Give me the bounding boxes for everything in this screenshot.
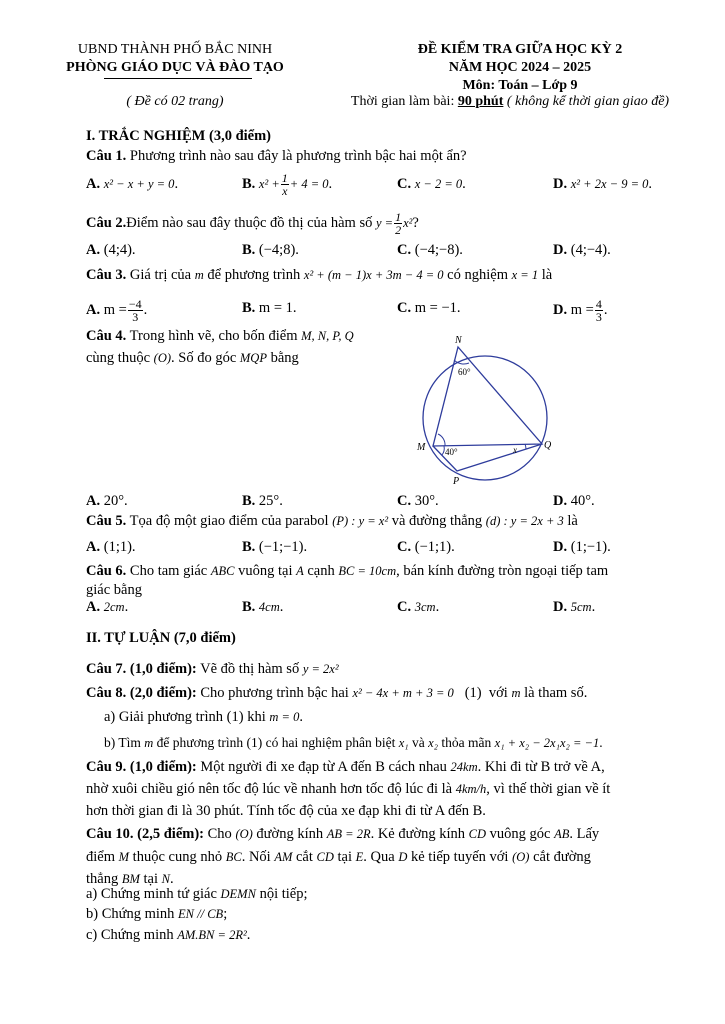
q2-option-a: A. (4;4). [86,242,136,258]
q5-line: (d) : y = 2x + 3 [485,514,564,528]
q1-b-den: x [282,183,288,198]
q2-option-c: C. (−4;−8). [397,242,463,258]
q2-f-post: x² [403,215,413,230]
header-right-time [310,94,710,110]
q10-b-text1: b) Chứng minh [86,906,179,922]
q10-l3c: . [170,871,174,887]
q5-option-d: D. (1;−1). [553,539,611,555]
q3-option-b: B. m = 1. [242,300,297,316]
q4-option-b: B. 25°. [242,493,283,509]
q10-label: Câu 10. (2,5 điểm): [86,826,205,842]
q3-b-letter: B. [242,300,256,316]
q10-am: AM [274,850,293,864]
q1-option-d: D. x² + 2x − 9 = 0. [553,176,653,192]
q2-c-letter: C. [397,242,412,258]
q8-a-ref: (1) [226,709,244,725]
q10-l1a: Cho [204,826,236,842]
q8-b-text2: để phương trình [153,735,247,750]
q5-a-letter: A. [86,539,101,555]
q2-f-pre: y = [375,215,394,230]
q2-option-d: D. (4;−4). [553,242,611,258]
q10-part-c [86,927,250,944]
q8-a-text2: khi [243,709,270,725]
q2-b-value: (−4;8) [258,242,296,258]
q4-arc-m2 [442,446,444,455]
q4-line1: Trong hình vẽ, cho bốn điểm [126,328,302,344]
q6-b-value: 4cm [258,600,280,614]
q1-label: Câu 1. [86,148,127,164]
q3-text1: Giá trị của [126,267,195,283]
q6-a-value: 2cm [103,600,125,614]
q4-a-value: 20° [103,493,125,509]
q10-d: D [398,850,408,864]
part1-title: I. TRẮC NGHIỆM (3,0 điểm) [86,128,272,144]
q1-text: Phương trình nào sau đây là phương trình bậc hai một ẩn? [126,148,467,164]
q6-label: Câu 6. [86,563,127,579]
q4-points: M, N, P, Q [301,329,354,343]
q2-stem [86,204,419,242]
q1-a-expr: x² − x + y = 0 [103,177,175,191]
q4-angle-60: 60° [458,367,471,377]
q3-option-c: C. m = −1. [397,300,461,316]
q4-option-a: A. 20°. [86,493,128,509]
q3-text4: là [538,267,553,283]
q10-l2b: thuộc cung nhỏ [129,849,226,865]
q10-n: N [161,872,170,886]
q3-c-value: m = −1 [414,300,457,316]
q4-label-n: N [455,335,462,346]
q8-text1: Cho phương trình bậc hai [196,685,353,701]
q2-c-value: (−4;−8) [414,242,460,258]
q4-triangle-mnq [433,347,542,446]
q6-option-b: B. 4cm. [242,599,284,615]
q9-line2 [86,781,610,798]
q6-c-value: 3cm [414,600,436,614]
q4-d-value: 40° [570,493,592,509]
q10-m: M [118,850,130,864]
header-left-divider [104,78,252,79]
q4-option-c: C. 30°. [397,493,439,509]
q5-option-b: B. (−1;−1). [242,539,308,555]
q10-line2 [86,849,591,866]
q6-abc: ABC [210,564,235,578]
q10-l1e: . Lấy [569,826,600,842]
q5-text1: Tọa độ một giao điểm của parabol [126,513,333,529]
q3-d-letter: D. [553,301,568,318]
q10-demn: DEMN [220,887,256,901]
q6-stem-line1 [86,563,608,580]
q4-label-q: Q [544,440,552,451]
q8-equation: x² − 4x + m + 3 = 0 [352,686,454,700]
q2-qmark: ? [412,214,419,231]
q10-l3a: thẳng [86,871,122,887]
q1-option-b: B. x² + $\frac{1}{x}$ + 4 = 0 . [242,170,333,198]
q3-d-pre: m = [570,301,594,318]
q3-d-den: 3 [595,309,602,324]
q9-l2a: nhờ xuôi chiều gió nên tốc độ lúc về nhanh hơn tốc độ lúc đi là [86,781,456,797]
q4-a-letter: A. [86,493,101,509]
q8-eq-number: (1) [464,685,482,701]
q4-line2a: cùng thuộc [86,350,154,366]
q10-l1c: . Kẻ đường kính [370,826,469,842]
q5-text2: và đường thẳng [388,513,486,529]
q6-d-letter: D. [553,599,568,615]
header-left-page-count: ( Đề có 02 trang) [126,94,224,109]
q3-eq: x² + (m − 1)x + 3m − 4 = 0 [303,268,444,282]
q10-l1b: đường kính [252,826,327,842]
header-left-line2: PHÒNG GIÁO DỤC VÀ ĐÀO TẠO [66,60,284,75]
q4-stem-line2 [86,350,299,367]
q6-a-letter: A. [86,599,101,615]
q9-distance: 24km [450,760,478,774]
q4-circle-figure [405,330,575,490]
q1-stem [86,148,467,165]
q10-l1d: vuông góc [486,826,555,842]
q8-x2: x₂ [428,736,439,750]
q10-l2e: tại [333,849,356,865]
q2-d-value: (4;−4) [570,242,608,258]
q1-b-post: + 4 = 0 [289,176,329,191]
q10-line1 [86,826,599,843]
q8-m: m [511,686,521,700]
time-note: ( không kể thời gian giao đề) [503,94,670,109]
q1-option-a: A. x² − x + y = 0. [86,176,179,192]
q3-text2: để phương trình [203,267,304,283]
q10-b-text2: ; [223,906,228,922]
q9-line3: hơn thời gian đi là 30 phút. Tính tốc độ của xe đạp khi đi từ A đến B. [86,803,486,819]
q1-c-expr: x − 2 = 0 [414,177,463,191]
q3-m: m [194,268,204,282]
q8-part-b [104,735,603,751]
q1-b-frac [281,172,289,197]
q10-o: (O) [235,827,253,841]
q10-ab2: AB [554,827,570,841]
q5-text3: là [563,513,578,529]
q6-text2: vuông tại [234,563,297,579]
q1-option-c: C. x − 2 = 0. [397,176,466,192]
q3-option-a: A. m = $\frac{-4}{3}$ . [86,296,148,324]
q4-circle: (O) [153,351,172,365]
q3-a-pre: m = [103,301,127,318]
q4-angle: MQP [239,351,267,365]
q5-c-letter: C. [397,539,412,555]
q8-text2: với [485,685,512,701]
q10-cd: CD [468,827,487,841]
q3-stem [86,267,552,284]
q5-b-letter: B. [242,539,256,555]
q10-l3b: tại [139,871,162,887]
q3-option-d: D. m = $\frac{4}{3}$ . [553,296,608,324]
q10-part-a [86,886,308,903]
q1-d-letter: D. [553,176,568,192]
q10-bm: BM [121,872,140,886]
q1-a-letter: A. [86,176,101,192]
q4-c-letter: C. [397,493,412,509]
q10-a-text1: a) Chứng minh tứ giác [86,886,221,902]
q3-a-den: 3 [132,309,139,324]
q2-text: Điểm nào sau đây thuộc đồ thị của hàm số [126,214,373,231]
q6-stem-line2: giác bằng [86,582,142,598]
header-right-exam-title: ĐỀ KIỂM TRA GIỮA HỌC KỲ 2 [417,42,623,57]
q1-c-letter: C. [397,176,412,192]
q6-text1: Cho tam giác [126,563,211,579]
q2-frac [394,211,402,236]
q6-c-letter: C. [397,599,412,615]
q4-label-m: M [417,442,426,453]
q2-option-b: B. (−4;8). [242,242,299,258]
q5-label: Câu 5. [86,513,127,529]
q6-d-value: 5cm [570,600,592,614]
q7-label: Câu 7. (1,0 điểm): [86,661,197,677]
q5-option-a: A. (1;1). [86,539,136,555]
q4-line2b: . Số đo góc [171,350,240,366]
q5-d-letter: D. [553,539,568,555]
q4-d-letter: D. [553,493,568,509]
q5-c-value: (−1;1) [414,539,452,555]
q8-b-m: m [144,736,154,750]
q4-stem-line1 [86,328,354,345]
q2-b-letter: B. [242,242,256,258]
q10-l2g: kẻ tiếp tuyến với [407,849,513,865]
q6-option-c: C. 3cm. [397,599,440,615]
q8-x1: x₁ [398,736,409,750]
q8-a-text3: . [299,709,303,725]
q10-part-b [86,906,227,923]
q10-cd2: CD [316,850,334,864]
q10-ab: AB = 2R [326,827,371,841]
q4-line2c: bằng [266,350,299,366]
q9-line1 [86,759,605,776]
time-prefix: Thời gian làm bài: [350,94,458,109]
q9-l1b: . Khi đi từ B trở về A, [477,759,605,775]
q3-root: x = 1 [511,268,539,282]
q7-stem [86,661,339,678]
q7-text: Vẽ đồ thị hàm số [196,661,303,677]
q4-c-value: 30° [414,493,436,509]
q8-b-condition: x₁ + x₂ − 2x₁x₂ = −1 [494,736,600,750]
part2-title: II. TỰ LUẬN (7,0 điểm) [86,630,236,646]
q10-o2: (O) [512,850,530,864]
q6-option-a: A. 2cm. [86,599,129,615]
q5-d-value: (1;−1) [570,539,608,555]
q9-label: Câu 9. (1,0 điểm): [86,759,197,775]
q1-d-expr: x² + 2x − 9 = 0 [570,177,649,191]
q4-arc-m1 [438,434,445,446]
q10-l2d: cắt [292,849,317,865]
header-right-school-year: NĂM HỌC 2024 – 2025 [448,60,592,75]
q9-l2b: , vì thế thời gian về ít [486,781,611,797]
q4-b-value: 25° [258,493,280,509]
q5-b-value: (−1;−1) [258,539,304,555]
q10-c-text1: c) Chứng minh [86,927,178,943]
q8-b-text5: thỏa mãn [438,735,495,750]
q1-b-pre: x² + [258,176,280,191]
time-value: 90 phút [457,94,504,109]
q3-a-letter: A. [86,301,101,318]
q2-a-value: (4;4) [103,242,132,258]
q4-option-d: D. 40°. [553,493,595,509]
q8-b-text3: có hai nghiệm phân biệt [262,735,399,750]
q2-label: Câu 2. [86,214,127,231]
q7-function: y = 2x² [302,662,339,676]
q10-bc: BC [225,850,242,864]
q9-speed: 4km/h [455,782,487,796]
q10-l2h: cắt đường [529,849,591,865]
q8-a-text1: a) Giải phương trình [104,709,227,725]
q10-l2f: . Qua [363,849,399,865]
q5-a-value: (1;1) [103,539,132,555]
q6-b-letter: B. [242,599,256,615]
q10-product: AM.BN = 2R² [177,928,247,942]
q8-b-text6: . [599,735,603,750]
q1-b-num: 1 [281,170,288,185]
header-left-line1: UBND THÀNH PHỐ BẮC NINH [77,42,273,57]
q8-b-ref: (1) [246,735,263,750]
q8-text3: là tham số. [520,685,588,701]
q3-b-value: m = 1 [258,300,293,316]
q10-e: E [355,850,364,864]
q4-circle-shape [423,356,547,480]
q8-part-a [104,709,303,726]
q8-a-condition: m = 0 [269,710,300,724]
q8-stem [86,685,587,702]
q6-text3: cạnh [303,563,339,579]
q9-l1a: Một người đi xe đạp từ A đến B cách nhau [196,759,451,775]
q3-text3: có nghiệm [443,267,512,283]
q6-text4: , bán kính đường tròn ngoại tiếp tam [396,563,609,579]
q10-l2c: . Nối [241,849,275,865]
q3-a-frac [128,298,143,323]
header-right-subject: Môn: Toán – Lớp 9 [462,78,578,93]
q8-label: Câu 8. (2,0 điểm): [86,685,197,701]
q4-angle-x: x [513,445,517,455]
q2-f-num: 1 [395,209,402,224]
q3-d-num: 4 [595,296,602,311]
q10-c-text2: . [246,927,251,943]
q5-option-c: C. (−1;1). [397,539,455,555]
q10-en-cb: EN // CB [178,907,224,921]
q3-c-letter: C. [397,300,412,316]
q3-a-num: −4 [128,296,142,311]
q6-option-d: D. 5cm. [553,599,596,615]
q5-parabola: (P) : y = x² [332,514,389,528]
q4-label-p: P [453,476,460,487]
q10-l2a: điểm [86,849,119,865]
q4-b-letter: B. [242,493,256,509]
q2-d-letter: D. [553,242,568,258]
q10-a-text2: nội tiếp; [255,886,308,902]
q3-label: Câu 3. [86,267,127,283]
q4-label: Câu 4. [86,328,127,344]
q3-d-frac [595,298,603,323]
q2-a-letter: A. [86,242,101,258]
q6-a-point: A [296,564,304,578]
q5-stem [86,513,578,530]
q6-bc: BC = 10cm [338,564,397,578]
q4-angle-40: 40° [445,447,458,457]
q1-b-letter: B. [242,175,256,192]
q8-b-text4: và [408,735,429,750]
q2-f-den: 2 [395,222,402,237]
q8-b-text1: b) Tìm [104,735,145,750]
